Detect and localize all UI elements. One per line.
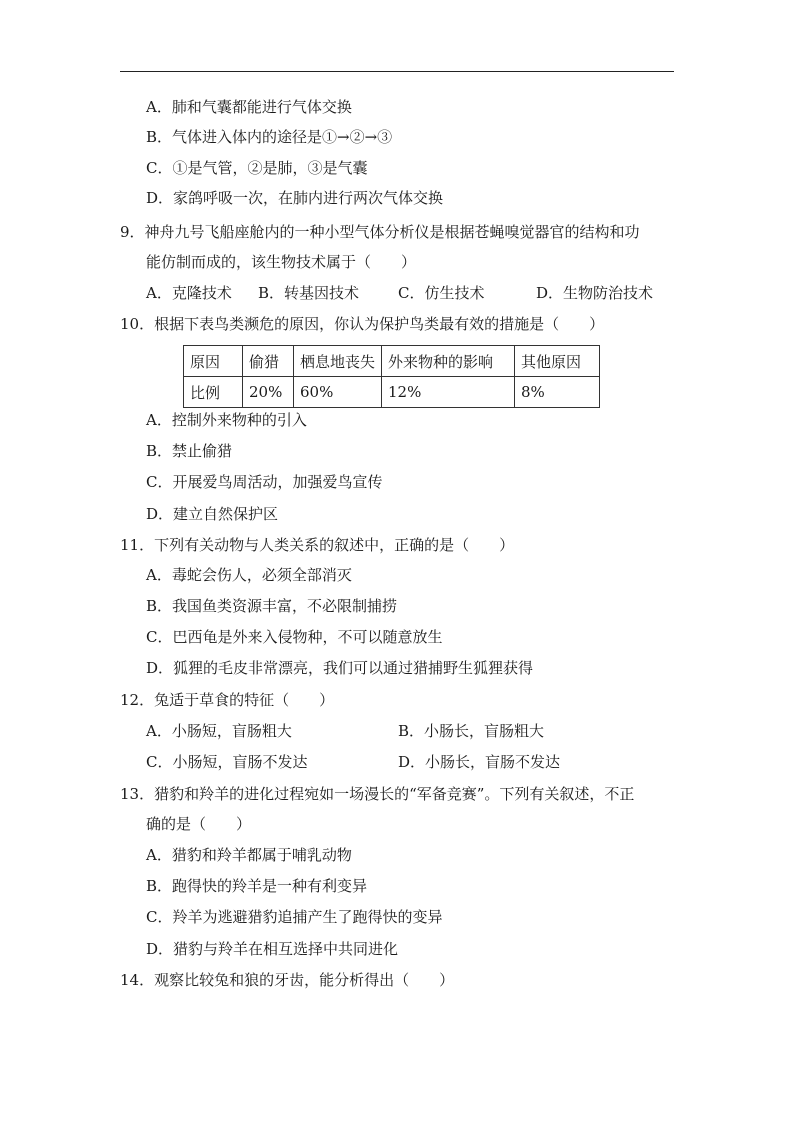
q13-stem-line2: 确的是（ ） [146, 815, 252, 833]
table-cell: 20% [243, 377, 294, 408]
table-cell: 原因 [184, 346, 243, 377]
table-row [184, 346, 600, 377]
q11-option-c: C．巴西龟是外来入侵物种，不可以随意放生 [146, 628, 443, 646]
q10-option-b: B．禁止偷猎 [146, 442, 233, 460]
table-cell: 8% [515, 377, 600, 408]
q11-stem: 11．下列有关动物与人类关系的叙述中，正确的是（ ） [120, 536, 515, 554]
q12-option-a: A．小肠短，盲肠粗大 [146, 722, 292, 740]
table-cell: 其他原因 [515, 346, 600, 377]
q9-option-c: C．仿生技术 [398, 284, 485, 302]
q12-stem: 12．兔适于草食的特征（ ） [120, 691, 335, 709]
q10-stem: 10．根据下表鸟类濒危的原因，你认为保护鸟类最有效的措施是（ ） [120, 315, 605, 333]
q9-stem-line1: 9．神舟九号飞船座舱内的一种小型气体分析仪是根据苍蝇嗅觉器官的结构和功 [120, 223, 640, 241]
q9-option-b: B．转基因技术 [258, 284, 360, 302]
q12-option-d: D．小肠长，盲肠不发达 [398, 753, 561, 771]
q8-option-a: A．肺和气囊都能进行气体交换 [146, 98, 352, 116]
q14-stem: 14．观察比较兔和狼的牙齿，能分析得出（ ） [120, 971, 455, 989]
table-cell: 栖息地丧失 [294, 346, 382, 377]
q9-option-d: D．生物防治技术 [536, 284, 654, 302]
q13-stem-line1: 13．猎豹和羚羊的进化过程宛如一场漫长的“军备竞赛”。下列有关叙述，不正 [120, 785, 635, 803]
q10-option-c: C．开展爱鸟周活动，加强爱鸟宣传 [146, 473, 383, 491]
bird-endangerment-table [183, 345, 600, 408]
q13-option-c: C．羚羊为逃避猎豹追捕产生了跑得快的变异 [146, 908, 443, 926]
table-cell: 60% [294, 377, 382, 408]
q11-option-a: A．毒蛇会伤人，必须全部消灭 [146, 566, 352, 584]
q9-stem-line2: 能仿制而成的，该生物技术属于（ ） [146, 253, 417, 271]
q12-option-b: B．小肠长，盲肠粗大 [398, 722, 545, 740]
q11-option-d: D．狐狸的毛皮非常漂亮，我们可以通过猎捕野生狐狸获得 [146, 659, 534, 677]
table-cell: 外来物种的影响 [382, 346, 515, 377]
q9-option-a: A．克隆技术 [146, 284, 232, 302]
table-cell: 偷猎 [243, 346, 294, 377]
q8-option-d: D．家鸽呼吸一次，在肺内进行两次气体交换 [146, 189, 444, 207]
q10-option-a: A．控制外来物种的引入 [146, 411, 307, 429]
q13-option-a: A．猎豹和羚羊都属于哺乳动物 [146, 846, 352, 864]
q10-option-d: D．建立自然保护区 [146, 505, 279, 523]
table-row [184, 377, 600, 408]
q13-option-b: B．跑得快的羚羊是一种有利变异 [146, 877, 368, 895]
q11-option-b: B．我国鱼类资源丰富，不必限制捕捞 [146, 597, 398, 615]
q8-option-c: C．①是气管，②是肺，③是气囊 [146, 159, 368, 177]
q8-option-b: B．气体进入体内的途径是①→②→③ [146, 128, 393, 146]
q12-option-c: C．小肠短，盲肠不发达 [146, 753, 308, 771]
q13-option-d: D．猎豹与羚羊在相互选择中共同进化 [146, 940, 399, 958]
header-rule [120, 71, 674, 72]
table-cell: 12% [382, 377, 515, 408]
table-cell: 比例 [184, 377, 243, 408]
